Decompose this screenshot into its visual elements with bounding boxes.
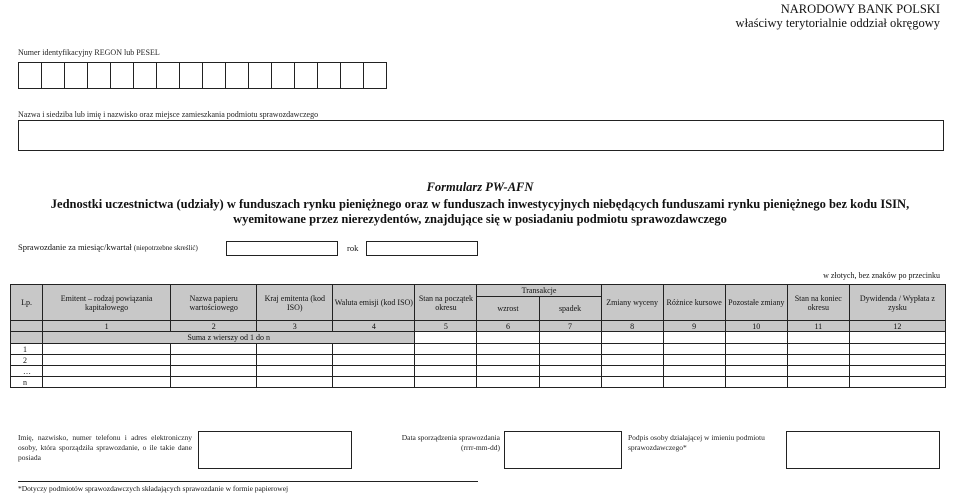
table-cell[interactable] <box>787 366 849 377</box>
column-numbers-row <box>11 321 946 332</box>
header-wzrost: wzrost <box>477 297 539 321</box>
table-cell[interactable] <box>333 355 415 366</box>
table-cell[interactable] <box>601 332 663 344</box>
table-cell[interactable] <box>333 344 415 355</box>
column-number: 12 <box>849 321 945 332</box>
sum-row <box>11 332 946 344</box>
period-label-text: Sprawozdanie za miesiąc/kwartał <box>18 242 132 252</box>
header-lp: Lp. <box>11 285 43 321</box>
table-row <box>11 355 946 366</box>
table-cell[interactable] <box>171 344 257 355</box>
table-cell[interactable] <box>415 355 477 366</box>
data-table <box>10 284 946 388</box>
regon-digit-cell[interactable] <box>294 62 318 89</box>
header-kraj: Kraj emitenta (kod ISO) <box>257 285 333 321</box>
header-emitent: Emitent – rodzaj powiązania kapitałowego <box>43 285 171 321</box>
table-cell[interactable] <box>43 377 171 388</box>
column-number: 2 <box>171 321 257 332</box>
regon-digit-cell[interactable] <box>110 62 134 89</box>
table-cell[interactable] <box>477 344 539 355</box>
regon-digit-cell[interactable] <box>363 62 387 89</box>
header-pozostale: Pozostałe zmiany <box>725 285 787 321</box>
row-number: … <box>11 366 43 377</box>
footnote: *Dotyczy podmiotów sprawozdawczych składających sprawozdanie w formie papierowej <box>18 484 289 493</box>
table-cell[interactable] <box>663 355 725 366</box>
column-number: 4 <box>333 321 415 332</box>
year-input[interactable] <box>366 241 478 256</box>
table-cell[interactable] <box>43 344 171 355</box>
header-stan-koniec: Stan na koniec okresu <box>787 285 849 321</box>
table-row <box>11 377 946 388</box>
column-number: 8 <box>601 321 663 332</box>
table-cell[interactable] <box>171 355 257 366</box>
table-cell[interactable] <box>539 344 601 355</box>
period-input[interactable] <box>226 241 338 256</box>
table-cell[interactable] <box>43 366 171 377</box>
column-number-blank <box>11 321 43 332</box>
header-roznice: Różnice kursowe <box>663 285 725 321</box>
header-transakcje: Transakcje <box>477 285 601 297</box>
table-cell[interactable] <box>257 377 333 388</box>
table-cell[interactable] <box>257 355 333 366</box>
signature-field[interactable] <box>786 431 940 469</box>
branch-name: właściwy terytorialnie oddział okręgowy <box>735 16 940 30</box>
column-number: 11 <box>787 321 849 332</box>
table-cell[interactable] <box>257 344 333 355</box>
column-number: 6 <box>477 321 539 332</box>
date-label: Data sporządzenia sprawozdania <box>401 433 500 442</box>
table-cell[interactable] <box>787 377 849 388</box>
column-number: 5 <box>415 321 477 332</box>
sum-row-lp <box>11 332 43 344</box>
table-cell[interactable] <box>477 366 539 377</box>
entity-label: Nazwa i siedziba lub imię i nazwisko oraz miejsce zamieszkania podmiotu sprawozdawczego <box>18 110 319 119</box>
regon-digit-cell[interactable] <box>248 62 272 89</box>
bank-name: NARODOWY BANK POLSKI <box>780 2 940 16</box>
regon-digit-cell[interactable] <box>87 62 111 89</box>
period-label <box>18 242 198 252</box>
table-cell[interactable] <box>787 344 849 355</box>
table-cell[interactable] <box>601 355 663 366</box>
regon-input[interactable] <box>18 62 386 89</box>
regon-digit-cell[interactable] <box>41 62 65 89</box>
regon-digit-cell[interactable] <box>179 62 203 89</box>
table-row <box>11 344 946 355</box>
table-cell[interactable] <box>725 355 787 366</box>
table-cell[interactable] <box>477 355 539 366</box>
unit-note: w złotych, bez znaków po przecinku <box>823 271 940 280</box>
footnote-divider <box>18 481 478 482</box>
regon-digit-cell[interactable] <box>18 62 42 89</box>
header-zmiany: Zmiany wyceny <box>601 285 663 321</box>
regon-label: Numer identyfikacyjny REGON lub PESEL <box>18 48 160 57</box>
row-number: 2 <box>11 355 43 366</box>
table-cell[interactable] <box>415 344 477 355</box>
header-stan-poczatek: Stan na początek okresu <box>415 285 477 321</box>
date-label-block <box>356 433 500 453</box>
regon-digit-cell[interactable] <box>156 62 180 89</box>
regon-digit-cell[interactable] <box>133 62 157 89</box>
header-spadek: spadek <box>539 297 601 321</box>
regon-digit-cell[interactable] <box>340 62 364 89</box>
row-number: n <box>11 377 43 388</box>
regon-digit-cell[interactable] <box>64 62 88 89</box>
table-cell[interactable] <box>725 377 787 388</box>
table-cell[interactable] <box>333 377 415 388</box>
header-dywidenda: Dywidenda / Wypłata z zysku <box>849 285 945 321</box>
form-subtitle-line1: Jednostki uczestnictwa (udziały) w funduszach rynku pieniężnego oraz w funduszach inwestycyjnych niebędących funduszami rynku pieniężnego bez kodu ISIN, <box>50 197 910 211</box>
table-cell[interactable] <box>601 344 663 355</box>
table-cell[interactable] <box>663 344 725 355</box>
column-number: 9 <box>663 321 725 332</box>
sum-row-label: Suma z wierszy od 1 do n <box>43 332 415 344</box>
signature-label: Podpis osoby działającej w imieniu podmiotu sprawozdawczego* <box>628 433 765 452</box>
table-cell[interactable] <box>787 332 849 344</box>
table-cell[interactable] <box>849 344 945 355</box>
contact-label: Imię, nazwisko, numer telefonu i adres elektroniczny osoby, która sporządziła sprawozdanie, o ile takie dane posiada <box>18 433 192 462</box>
table-cell[interactable] <box>539 366 601 377</box>
table-cell[interactable] <box>415 366 477 377</box>
table-cell[interactable] <box>171 366 257 377</box>
table-cell[interactable] <box>601 377 663 388</box>
date-field[interactable] <box>504 431 622 469</box>
table-cell[interactable] <box>663 366 725 377</box>
table-cell[interactable] <box>477 332 539 344</box>
table-cell[interactable] <box>539 332 601 344</box>
table-cell[interactable] <box>415 377 477 388</box>
regon-digit-cell[interactable] <box>271 62 295 89</box>
date-format: (rrrr-mm-dd) <box>461 443 500 452</box>
table-cell[interactable] <box>257 366 333 377</box>
table-cell[interactable] <box>849 377 945 388</box>
table-cell[interactable] <box>849 366 945 377</box>
table-cell[interactable] <box>849 332 945 344</box>
table-cell[interactable] <box>539 377 601 388</box>
form-subtitle <box>10 197 950 227</box>
header-nazwa: Nazwa papieru wartościowego <box>171 285 257 321</box>
table-row <box>11 366 946 377</box>
table-cell[interactable] <box>725 332 787 344</box>
table-cell[interactable] <box>663 377 725 388</box>
period-note: (niepotrzebne skreślić) <box>133 244 198 252</box>
table-cell[interactable] <box>725 344 787 355</box>
column-number: 10 <box>725 321 787 332</box>
regon-digit-cell[interactable] <box>202 62 226 89</box>
regon-digit-cell[interactable] <box>225 62 249 89</box>
year-label: rok <box>347 243 359 253</box>
table-cell[interactable] <box>539 355 601 366</box>
table-cell[interactable] <box>333 366 415 377</box>
form-title: Formularz PW-AFN <box>426 180 534 194</box>
table-cell[interactable] <box>663 332 725 344</box>
regon-digit-cell[interactable] <box>317 62 341 89</box>
form-subtitle-line2: wyemitowane przez nierezydentów, znajdujące się w posiadaniu podmiotu sprawozdawczego <box>233 212 727 226</box>
table-cell[interactable] <box>601 366 663 377</box>
column-number: 1 <box>43 321 171 332</box>
table-cell[interactable] <box>477 377 539 388</box>
table-cell[interactable] <box>849 355 945 366</box>
table-cell[interactable] <box>415 332 477 344</box>
entity-name-field[interactable] <box>18 120 944 151</box>
column-number: 3 <box>257 321 333 332</box>
contact-field[interactable] <box>198 431 352 469</box>
table-cell[interactable] <box>43 355 171 366</box>
table-cell[interactable] <box>787 355 849 366</box>
header-waluta: Waluta emisji (kod ISO) <box>333 285 415 321</box>
table-cell[interactable] <box>725 366 787 377</box>
row-number: 1 <box>11 344 43 355</box>
column-number: 7 <box>539 321 601 332</box>
table-cell[interactable] <box>171 377 257 388</box>
